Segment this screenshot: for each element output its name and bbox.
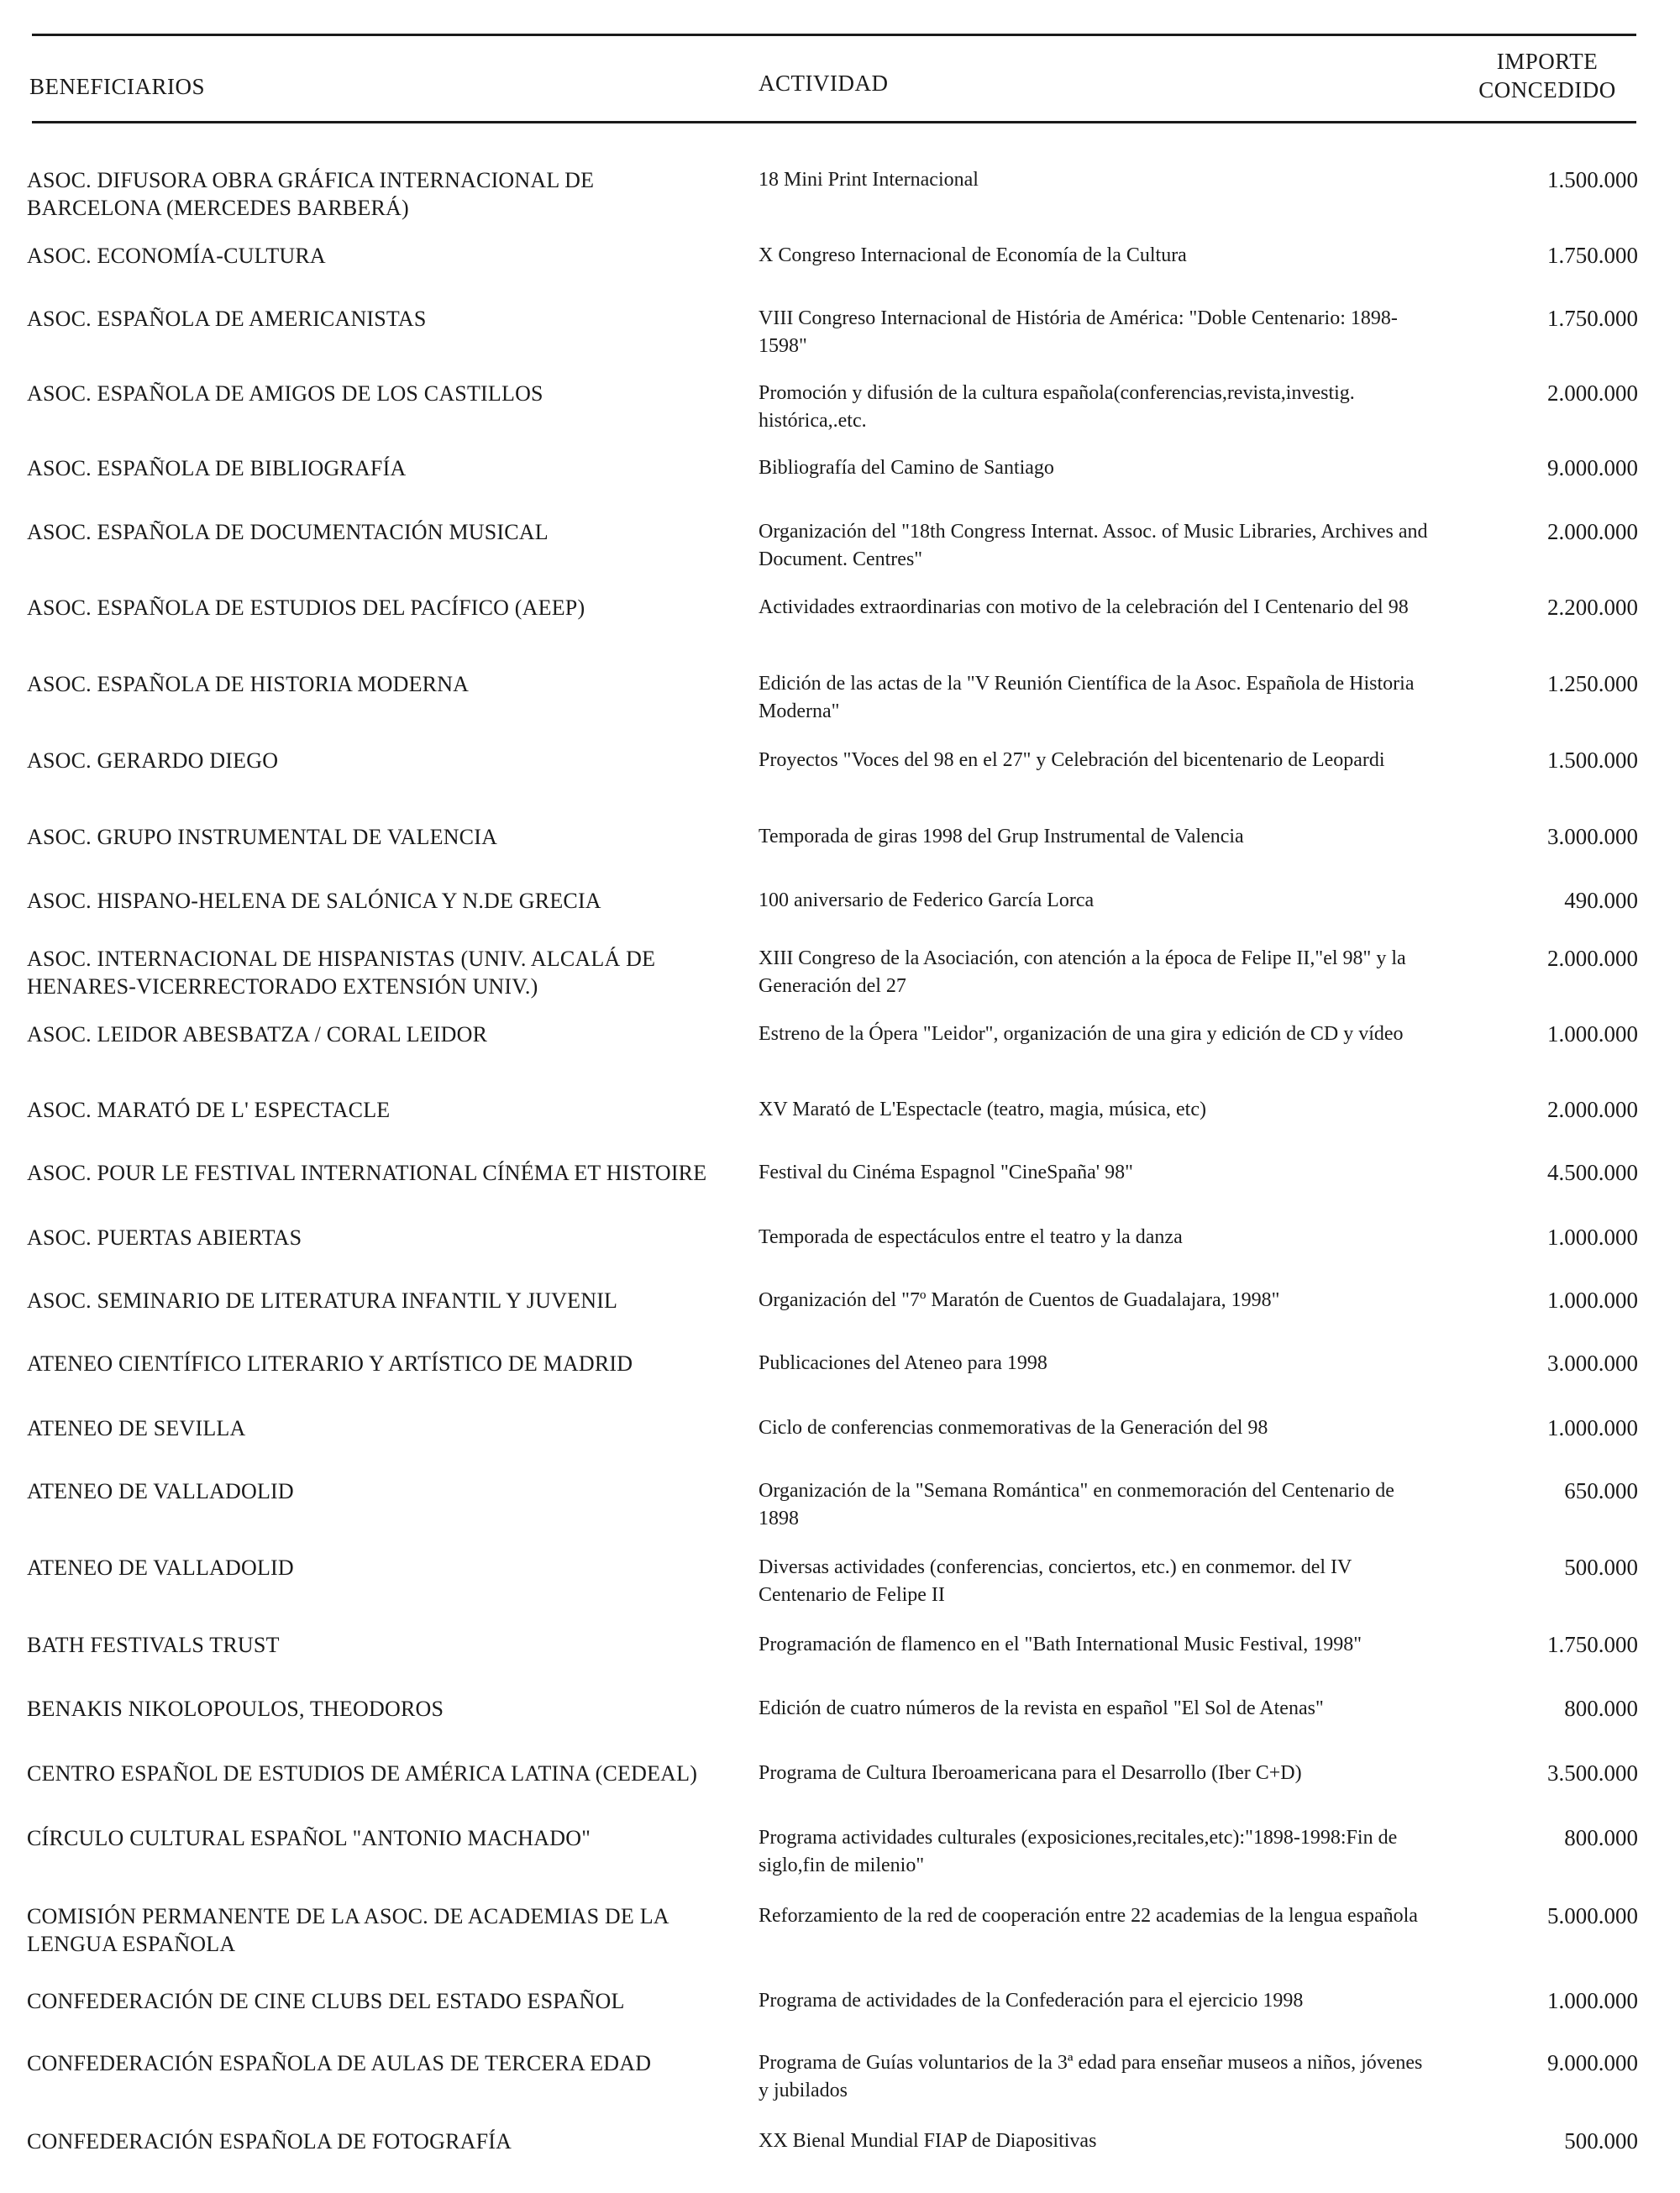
beneficiario-cell: CONFEDERACIÓN ESPAÑOLA DE AULAS DE TERCERA EDAD (27, 2051, 652, 2075)
actividad-cell: 100 aniversario de Federico García Lorca (759, 889, 1095, 911)
actividad-cell: Promoción y difusión de la cultura española(conferencias,revista,investig. histórica,.etc. (759, 382, 1355, 432)
beneficiario-cell: ASOC. POUR LE FESTIVAL INTERNATIONAL CÍNÉMA ET HISTOIRE (27, 1161, 707, 1185)
beneficiario-cell: ATENEO CIENTÍFICO LITERARIO Y ARTÍSTICO DE MADRID (27, 1351, 633, 1376)
beneficiario-cell: ATENEO DE VALLADOLID (27, 1479, 294, 1503)
importe-cell: 490.000 (1564, 888, 1638, 913)
importe-cell: 1.000.000 (1547, 1288, 1638, 1313)
importe-cell: 3.000.000 (1547, 1351, 1638, 1376)
actividad-cell: VIII Congreso Internacional de História de América: "Doble Centenario: 1898-1598" (759, 307, 1398, 357)
importe-cell: 9.000.000 (1547, 2050, 1638, 2075)
beneficiario-cell: CÍRCULO CULTURAL ESPAÑOL "ANTONIO MACHADO" (27, 1826, 591, 1850)
beneficiario-cell: ASOC. MARATÓ DE L' ESPECTACLE (27, 1098, 391, 1122)
actividad-cell: Actividades extraordinarias con motivo de la celebración del I Centenario del 98 (759, 596, 1409, 618)
importe-cell: 1.000.000 (1547, 1415, 1638, 1440)
beneficiario-cell: ASOC. ESPAÑOLA DE AMERICANISTAS (27, 307, 427, 331)
actividad-cell: Programa de Guías voluntarios de la 3ª edad para enseñar museos a niños, jóvenes y jubilados (759, 2052, 1423, 2101)
importe-cell: 9.000.000 (1547, 455, 1638, 480)
importe-cell: 1.750.000 (1547, 1632, 1638, 1657)
beneficiario-cell: ASOC. INTERNACIONAL DE HISPANISTAS (UNIV. ALCALÁ DE HENARES-VICERRECTORADO EXTENSIÓN UNIV.) (27, 947, 656, 999)
actividad-cell: Edición de las actas de la "V Reunión Científica de la Asoc. Española de Historia Moderna" (759, 673, 1415, 722)
beneficiario-cell: ASOC. SEMINARIO DE LITERATURA INFANTIL Y JUVENIL (27, 1288, 618, 1313)
header-rule (32, 121, 1636, 123)
importe-cell: 800.000 (1564, 1696, 1638, 1721)
actividad-cell: Diversas actividades (conferencias, conciertos, etc.) en conmemor. del IV Centenario de Felipe II (759, 1556, 1352, 1606)
importe-cell: 1.750.000 (1547, 243, 1638, 268)
actividad-cell: XV Marató de L'Espectacle (teatro, magia, música, etc) (759, 1099, 1206, 1120)
actividad-cell: Programa de Cultura Iberoamericana para el Desarrollo (Iber C+D) (759, 1762, 1302, 1784)
actividad-cell: Ciclo de conferencias conmemorativas de la Generación del 98 (759, 1417, 1268, 1439)
actividad-cell: Temporada de espectáculos entre el teatro y la danza (759, 1226, 1183, 1248)
header-actividad: ACTIVIDAD (759, 71, 889, 96)
beneficiario-cell: BATH FESTIVALS TRUST (27, 1633, 280, 1657)
importe-cell: 500.000 (1564, 2128, 1638, 2154)
beneficiario-cell: ASOC. GERARDO DIEGO (27, 748, 279, 773)
importe-cell: 1.500.000 (1547, 167, 1638, 192)
beneficiario-cell: ASOC. DIFUSORA OBRA GRÁFICA INTERNACIONAL DE BARCELONA (MERCEDES BARBERÁ) (27, 168, 595, 220)
beneficiario-cell: ASOC. ESPAÑOLA DE BIBLIOGRAFÍA (27, 456, 407, 480)
actividad-cell: Proyectos "Voces del 98 en el 27" y Celebración del bicentenario de Leopardi (759, 749, 1385, 771)
beneficiario-cell: CONFEDERACIÓN DE CINE CLUBS DEL ESTADO ESPAÑOL (27, 1989, 625, 2013)
importe-cell: 2.000.000 (1547, 380, 1638, 406)
actividad-cell: Organización del "7º Maratón de Cuentos de Guadalajara, 1998" (759, 1289, 1280, 1311)
beneficiario-cell: ATENEO DE VALLADOLID (27, 1556, 294, 1580)
beneficiario-cell: ATENEO DE SEVILLA (27, 1416, 246, 1440)
actividad-cell: Estreno de la Ópera "Leidor", organización de una gira y edición de CD y vídeo (759, 1023, 1404, 1045)
beneficiario-cell: ASOC. ESPAÑOLA DE DOCUMENTACIÓN MUSICAL (27, 520, 549, 544)
header-beneficiarios: BENEFICIARIOS (29, 74, 206, 99)
header-importe (1463, 47, 1631, 104)
importe-cell: 1.750.000 (1547, 306, 1638, 331)
actividad-cell: Temporada de giras 1998 del Grup Instrumental de Valencia (759, 826, 1244, 847)
importe-cell: 800.000 (1564, 1825, 1638, 1850)
importe-cell: 3.000.000 (1547, 824, 1638, 849)
importe-cell: 650.000 (1564, 1478, 1638, 1503)
beneficiario-cell: CONFEDERACIÓN ESPAÑOLA DE FOTOGRAFÍA (27, 2129, 512, 2154)
importe-cell: 4.500.000 (1547, 1160, 1638, 1185)
actividad-cell: 18 Mini Print Internacional (759, 169, 979, 191)
actividad-cell: Programa actividades culturales (exposiciones,recitales,etc):"1898-1998:Fin de siglo,fin de milenio" (759, 1827, 1398, 1876)
importe-cell: 500.000 (1564, 1555, 1638, 1580)
beneficiario-cell: ASOC. GRUPO INSTRUMENTAL DE VALENCIA (27, 825, 498, 849)
actividad-cell: Edición de cuatro números de la revista en español "El Sol de Atenas" (759, 1697, 1324, 1719)
actividad-cell: Reforzamiento de la red de cooperación entre 22 academias de la lengua española (759, 1905, 1418, 1927)
importe-cell: 3.500.000 (1547, 1760, 1638, 1786)
importe-cell: 1.000.000 (1547, 1225, 1638, 1250)
beneficiario-cell: ASOC. LEIDOR ABESBATZA / CORAL LEIDOR (27, 1022, 488, 1047)
actividad-cell: X Congreso Internacional de Economía de la Cultura (759, 244, 1187, 266)
importe-cell: 1.250.000 (1547, 671, 1638, 696)
importe-cell: 5.000.000 (1547, 1903, 1638, 1928)
importe-cell: 2.200.000 (1547, 595, 1638, 620)
beneficiario-cell: COMISIÓN PERMANENTE DE LA ASOC. DE ACADEMIAS DE LA LENGUA ESPAÑOLA (27, 1904, 669, 1956)
actividad-cell: Programa de actividades de la Confederación para el ejercicio 1998 (759, 1990, 1304, 2012)
importe-cell: 1.000.000 (1547, 1988, 1638, 2013)
importe-cell: 1.500.000 (1547, 748, 1638, 773)
beneficiario-cell: ASOC. HISPANO-HELENA DE SALÓNICA Y N.DE GRECIA (27, 889, 601, 913)
importe-cell: 2.000.000 (1547, 946, 1638, 971)
beneficiario-cell: ASOC. ESPAÑOLA DE HISTORIA MODERNA (27, 672, 470, 696)
actividad-cell: Organización del "18th Congress Internat. Assoc. of Music Libraries, Archives and Document. Centres" (759, 521, 1428, 570)
top-rule (32, 34, 1636, 36)
beneficiario-cell: CENTRO ESPAÑOL DE ESTUDIOS DE AMÉRICA LATINA (CEDEAL) (27, 1761, 698, 1786)
importe-cell: 1.000.000 (1547, 1021, 1638, 1047)
beneficiario-cell: ASOC. ECONOMÍA-CULTURA (27, 244, 326, 268)
actividad-cell: Publicaciones del Ateneo para 1998 (759, 1352, 1047, 1374)
importe-cell: 2.000.000 (1547, 1097, 1638, 1122)
beneficiario-cell: BENAKIS NIKOLOPOULOS, THEODOROS (27, 1697, 444, 1721)
actividad-cell: Organización de la "Semana Romántica" en conmemoración del Centenario de 1898 (759, 1480, 1394, 1529)
beneficiario-cell: ASOC. PUERTAS ABIERTAS (27, 1225, 302, 1250)
actividad-cell: XX Bienal Mundial FIAP de Diapositivas (759, 2130, 1097, 2152)
importe-cell: 2.000.000 (1547, 519, 1638, 544)
header-importe-line1: IMPORTE (1496, 49, 1599, 74)
beneficiario-cell: ASOC. ESPAÑOLA DE AMIGOS DE LOS CASTILLOS (27, 381, 543, 406)
actividad-cell: XIII Congreso de la Asociación, con atención a la época de Felipe II,"el 98" y la Generación del 27 (759, 947, 1406, 997)
header-importe-line2: CONCEDIDO (1478, 77, 1616, 102)
actividad-cell: Festival du Cinéma Espagnol "CineSpaña' 98" (759, 1162, 1133, 1183)
beneficiario-cell: ASOC. ESPAÑOLA DE ESTUDIOS DEL PACÍFICO (AEEP) (27, 595, 585, 620)
actividad-cell: Bibliografía del Camino de Santiago (759, 457, 1054, 479)
actividad-cell: Programación de flamenco en el "Bath International Music Festival, 1998" (759, 1634, 1362, 1655)
